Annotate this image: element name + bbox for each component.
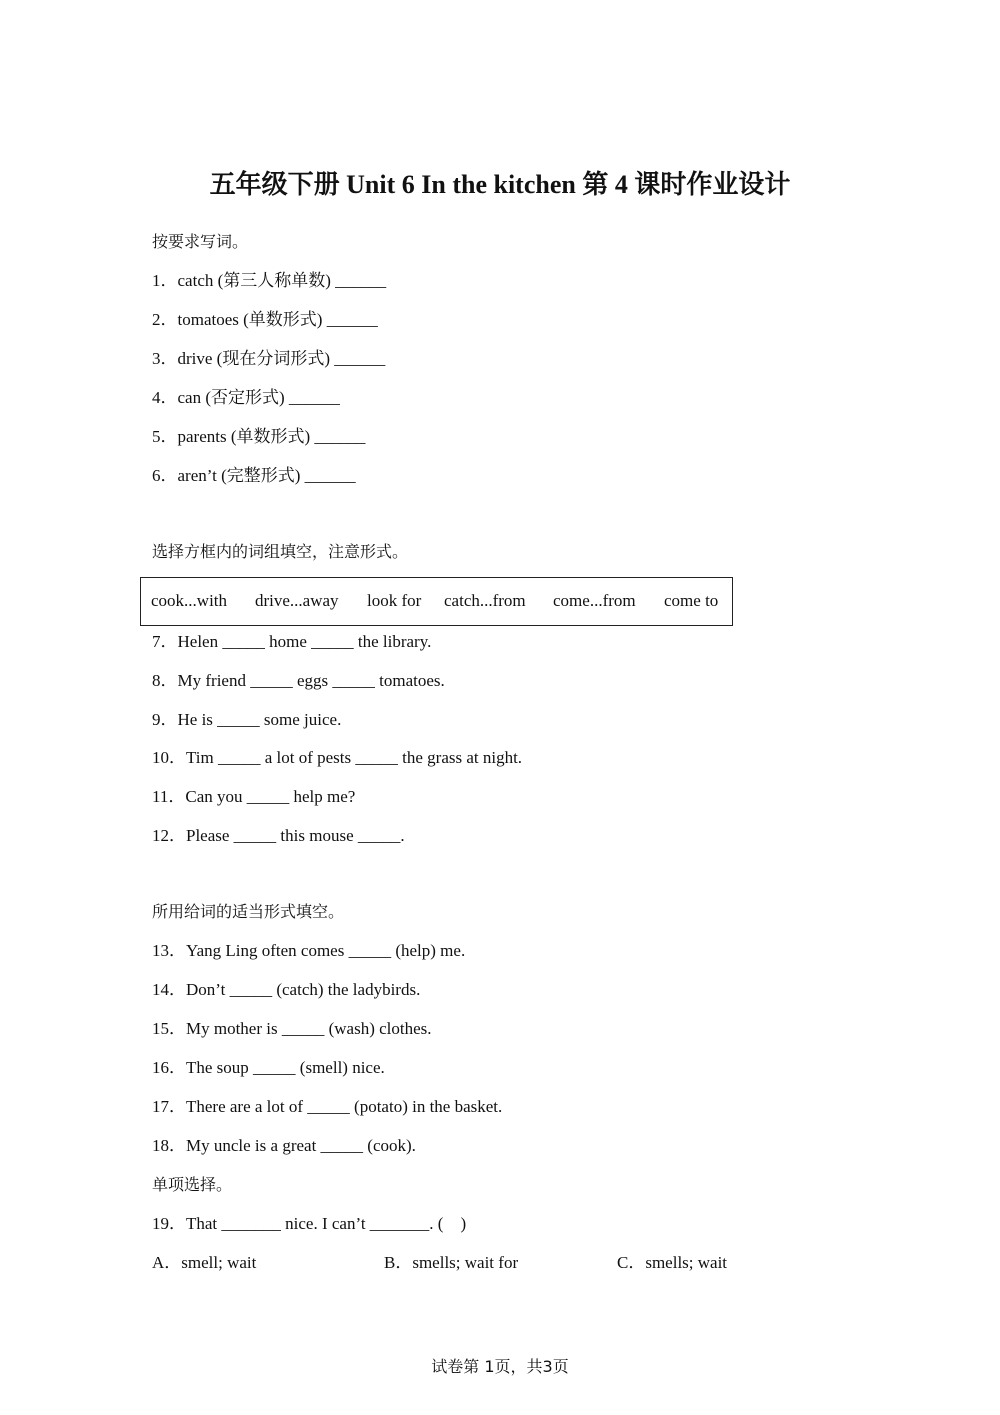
phrase-box-word: come to: [664, 591, 719, 610]
question-8: 8．My friend _____ eggs _____ tomatoes.: [152, 671, 445, 690]
question-19: 19．That _______ nice. I can’t _______. ( ): [152, 1214, 467, 1233]
question-14: 14．Don’t _____ (catch) the ladybirds.: [152, 980, 421, 999]
phrase-box-word: look for: [367, 591, 422, 610]
question-5: 5．parents (单数形式) ______: [152, 427, 366, 446]
option-c: C．smells; wait: [617, 1253, 728, 1272]
question-9: 9．He is _____ some juice.: [152, 710, 342, 729]
question-12: 12．Please _____ this mouse _____.: [152, 826, 405, 845]
question-10: 10．Tim _____ a lot of pests _____ the grass at night.: [152, 748, 523, 767]
question-16: 16．The soup _____ (smell) nice.: [152, 1058, 385, 1077]
phrase-box-word: catch...from: [444, 591, 526, 610]
phrase-box-word: cook...with: [151, 591, 228, 610]
question-6: 6．aren’t (完整形式) ______: [152, 466, 356, 485]
question-13: 13．Yang Ling often comes _____ (help) me.: [152, 941, 466, 960]
phrase-box-word: drive...away: [255, 591, 339, 610]
question-1: 1．catch (第三人称单数) ______: [152, 271, 387, 290]
question-2: 2．tomatoes (单数形式) ______: [152, 310, 378, 329]
question-11: 11．Can you _____ help me?: [152, 787, 356, 806]
section-heading-write-words: 按要求写词。: [152, 232, 249, 251]
section-heading-fill-phrases: 选择方框内的词组填空，注意形式。: [152, 542, 409, 561]
question-15: 15．My mother is _____ (wash) clothes.: [152, 1019, 432, 1038]
question-4: 4．can (否定形式) ______: [152, 388, 340, 407]
question-7: 7．Helen _____ home _____ the library.: [152, 632, 432, 651]
option-a: A．smell; wait: [152, 1253, 257, 1272]
question-17: 17．There are a lot of _____ (potato) in the basket.: [152, 1097, 503, 1116]
phrase-box: [140, 577, 733, 626]
page-footer: 试卷第 1页，共3页: [431, 1357, 569, 1376]
section-heading-multiple-choice: 单项选择。: [152, 1175, 233, 1194]
section-heading-word-forms: 所用给词的适当形式填空。: [152, 902, 345, 921]
page-title: 五年级下册 Unit 6 In the kitchen 第 4 课时作业设计: [209, 170, 791, 199]
question-3: 3．drive (现在分词形式) ______: [152, 349, 386, 368]
question-18: 18．My uncle is a great _____ (cook).: [152, 1136, 416, 1155]
option-b: B．smells; wait for: [384, 1253, 519, 1272]
phrase-box-word: come...from: [553, 591, 636, 610]
